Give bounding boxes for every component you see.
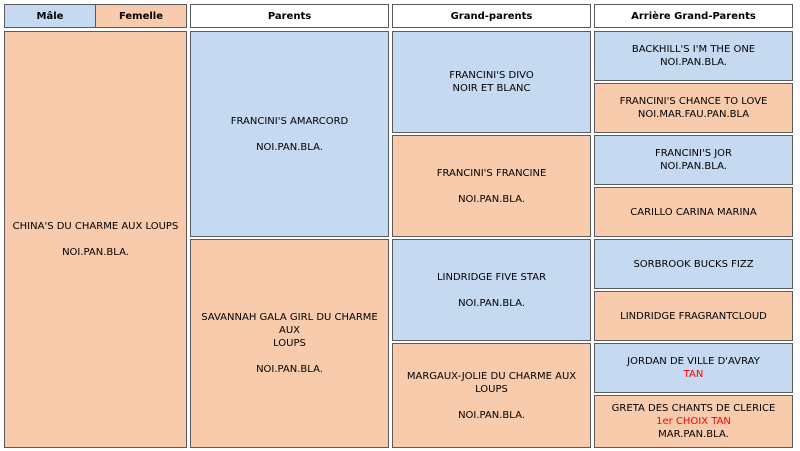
grandparent-1 [392,31,591,133]
grandparent-3-name: LINDRIDGE FIVE STAR [436,271,547,283]
great-grandparent-7-note: TAN [683,369,704,380]
great-grandparent-1 [594,31,793,81]
parent-sire-color: NOI.PAN.BLA. [256,141,323,153]
grandparent-4-name-line1: MARGAUX-JOLIE DU CHARME AUX [406,370,577,382]
header-great-grandparents [594,4,793,28]
grandparent-1-name-line2: NOIR ET BLANC [452,83,531,94]
great-grandparent-6 [594,291,793,341]
grandparent-4-name-line2: LOUPS [475,383,508,395]
header-great-grandparents-label: Arrière Grand-Parents [631,10,756,22]
header-parents [190,4,389,28]
great-grandparent-8-note: 1er CHOIX TAN [656,416,731,427]
great-grandparent-6-name: LINDRIDGE FRAGRANTCLOUD [620,310,767,322]
grandparent-1-name-line1: FRANCINI'S DIVO [449,70,534,81]
header-male [4,4,96,28]
header-female-label: Femelle [118,10,164,22]
great-grandparent-5-name: SORBROOK BUCKS FIZZ [633,258,754,270]
great-grandparent-2-name: FRANCINI'S CHANCE TO LOVE [619,96,768,107]
great-grandparent-5 [594,239,793,289]
great-grandparent-3-color: NOI.PAN.BLA. [660,161,727,172]
header-parents-label: Parents [267,10,312,22]
grandparent-4 [392,343,591,448]
great-grandparent-3-name: FRANCINI'S JOR [654,148,733,159]
grandparent-2 [392,135,591,237]
great-grandparent-1-color: NOI.PAN.BLA. [660,57,727,68]
header-grandparents-label: Grand-parents [450,10,533,22]
parent-sire-name: FRANCINI'S AMARCORD [230,115,349,127]
header-grandparents [392,4,591,28]
great-grandparent-8 [594,395,793,448]
subject-cell [4,31,187,448]
grandparent-3 [392,239,591,341]
great-grandparent-2 [594,83,793,133]
header-female [95,4,187,28]
subject-name: CHINA'S DU CHARME AUX LOUPS [12,221,179,232]
great-grandparent-8-name: GRETA DES CHANTS DE CLERICE [611,403,776,414]
parent-dam-name-line2: LOUPS [273,338,306,349]
grandparent-2-color: NOI.PAN.BLA. [458,193,525,205]
great-grandparent-7 [594,343,793,393]
subject-color: NOI.PAN.BLA. [62,247,129,258]
great-grandparent-3 [594,135,793,185]
grandparent-4-color: NOI.PAN.BLA. [458,409,525,421]
grandparent-3-color: NOI.PAN.BLA. [458,297,525,309]
grandparent-2-name: FRANCINI'S FRANCINE [436,167,547,179]
great-grandparent-8-color: MAR.PAN.BLA. [658,429,729,440]
parent-dam-color: NOI.PAN.BLA. [256,364,323,375]
great-grandparent-7-name: JORDAN DE VILLE D'AVRAY [627,356,760,367]
parent-dam-name-line1: SAVANNAH GALA GIRL DU CHARME AUX [201,312,378,336]
great-grandparent-4-name: CARILLO CARINA MARINA [630,206,757,218]
header-male-label: Mâle [36,10,64,22]
great-grandparent-1-name: BACKHILL'S I'M THE ONE [631,44,756,55]
great-grandparent-2-color: NOI.MAR.FAU.PAN.BLA [637,109,750,120]
parent-sire [190,31,389,237]
parent-dam [190,239,389,448]
great-grandparent-4 [594,187,793,237]
